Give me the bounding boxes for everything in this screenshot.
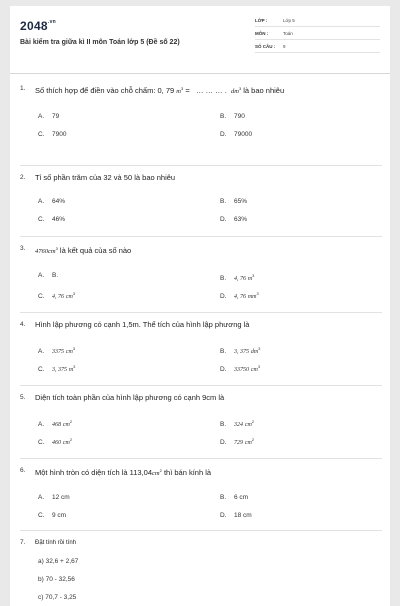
- meta-class: [255, 17, 380, 27]
- sub-item: c) 70,7 - 3,25: [38, 594, 77, 601]
- divider: [20, 385, 382, 386]
- options: [20, 113, 382, 149]
- options: [20, 198, 382, 234]
- question-number: 5.: [20, 394, 26, 401]
- sub-item: b) 70 - 32,56: [38, 576, 75, 583]
- option-b[interactable]: B. 790: [220, 113, 245, 120]
- options: [20, 272, 382, 308]
- meta-count: [255, 43, 380, 53]
- question-number: 6.: [20, 467, 26, 474]
- options: [20, 494, 382, 530]
- option-a[interactable]: A. B.: [38, 272, 59, 279]
- question-number: 3.: [20, 245, 26, 252]
- option-b[interactable]: B. 324 $cm^2$: [220, 419, 255, 428]
- math-exponent: 2: [159, 468, 162, 473]
- option-b[interactable]: B. 4, 76 $m^3$: [220, 273, 255, 282]
- question-text: Hình lập phương có cạnh 1,5m. Thể tích của hình lập phương là: [35, 320, 250, 329]
- option-a[interactable]: A. 3375 $cm^3$: [38, 346, 76, 355]
- meta-subject: [255, 30, 380, 40]
- option-d[interactable]: D. 18 cm: [220, 512, 252, 519]
- math-exponent: 3: [55, 246, 58, 251]
- option-a[interactable]: A. 79: [38, 113, 60, 120]
- question-1: [20, 84, 382, 149]
- option-c[interactable]: C. 46%: [38, 216, 66, 223]
- option-d[interactable]: D. 79000: [220, 131, 253, 138]
- equals-sign: =: [185, 86, 190, 95]
- math-unit: m: [176, 88, 181, 95]
- option-a[interactable]: A. 12 cm: [38, 494, 70, 501]
- question-text: [35, 466, 382, 479]
- question-7: [20, 538, 382, 602]
- math-exponent: 3: [238, 86, 242, 91]
- site-logo[interactable]: [20, 19, 56, 33]
- exam-title: Bài kiểm tra giữa kì II môn Toán lớp 5 (Đề số 22): [20, 39, 180, 46]
- question-text: [35, 244, 382, 257]
- blank-dots: … … … .: [195, 86, 227, 95]
- question-text-part: là kết quả của số nào: [59, 246, 132, 255]
- question-number: 4.: [20, 321, 26, 328]
- divider: [20, 236, 382, 237]
- meta-value: Toán: [283, 31, 293, 36]
- exam-paper: [10, 6, 390, 606]
- math-expression: 4760cm: [35, 248, 56, 255]
- header: [10, 6, 390, 74]
- question-text-part: Số thích hợp để điền vào chỗ chấm: 0, 79: [35, 86, 175, 95]
- question-number: 7.: [20, 539, 26, 546]
- meta-value: Lớp 5: [283, 18, 295, 23]
- meta-label: SỐ CÂU :: [255, 44, 276, 49]
- divider: [20, 530, 382, 531]
- math-unit: cm: [152, 470, 160, 477]
- question-text-part: Một hình tròn có diện tích là 113,04: [35, 468, 153, 477]
- question-text-part: là bao nhiêu: [243, 86, 285, 95]
- question-text: Diện tích toàn phần của hình lập phương có cạnh 9cm là: [35, 393, 225, 402]
- option-d[interactable]: D. 4, 76 $mm^3$: [220, 291, 259, 300]
- question-4: [20, 320, 382, 381]
- logo-suffix: .vn: [47, 19, 57, 25]
- option-c[interactable]: C. 4, 76 $cm^3$: [38, 291, 76, 300]
- options: [20, 418, 382, 454]
- option-d[interactable]: D. 729 $cm^2$: [220, 437, 255, 446]
- exam-meta: [255, 17, 380, 56]
- math-exponent: 3: [180, 86, 184, 91]
- options: [20, 345, 382, 381]
- question-text: Tỉ số phần trăm của 32 và 50 là bao nhiêu: [35, 173, 176, 182]
- meta-value: 9: [283, 44, 286, 49]
- divider: [20, 312, 382, 313]
- option-c[interactable]: C. 3, 375 $m^3$: [38, 364, 76, 373]
- question-text-part: thì bán kính là: [163, 468, 212, 477]
- meta-label: MÔN :: [255, 31, 269, 36]
- option-d[interactable]: D. 63%: [220, 216, 248, 223]
- divider: [20, 458, 382, 459]
- question-2: [20, 173, 382, 234]
- divider: [20, 165, 382, 166]
- logo-text: 2048: [20, 19, 48, 33]
- meta-label: LỚP :: [255, 18, 268, 23]
- question-text: [35, 84, 382, 97]
- option-b[interactable]: B. 3, 375 $dm^3$: [220, 346, 261, 355]
- option-a[interactable]: A. 64%: [38, 198, 66, 205]
- option-a[interactable]: A. 468 $cm^2$: [38, 419, 73, 428]
- option-c[interactable]: C. 9 cm: [38, 512, 67, 519]
- sub-item: a) 32,6 + 2,67: [38, 558, 79, 565]
- option-b[interactable]: B. 6 cm: [220, 494, 249, 501]
- question-text: Đặt tính rồi tính: [35, 540, 77, 546]
- question-number: 1.: [20, 85, 26, 92]
- question-6: [20, 466, 382, 530]
- question-3: [20, 244, 382, 308]
- question-5: [20, 393, 382, 454]
- option-b[interactable]: B. 65%: [220, 198, 248, 205]
- math-unit: dm: [230, 88, 239, 95]
- question-number: 2.: [20, 174, 26, 181]
- option-c[interactable]: C. 460 $cm^2$: [38, 437, 73, 446]
- option-d[interactable]: D. 33750 $cm^3$: [220, 364, 261, 373]
- option-c[interactable]: C. 7900: [38, 131, 67, 138]
